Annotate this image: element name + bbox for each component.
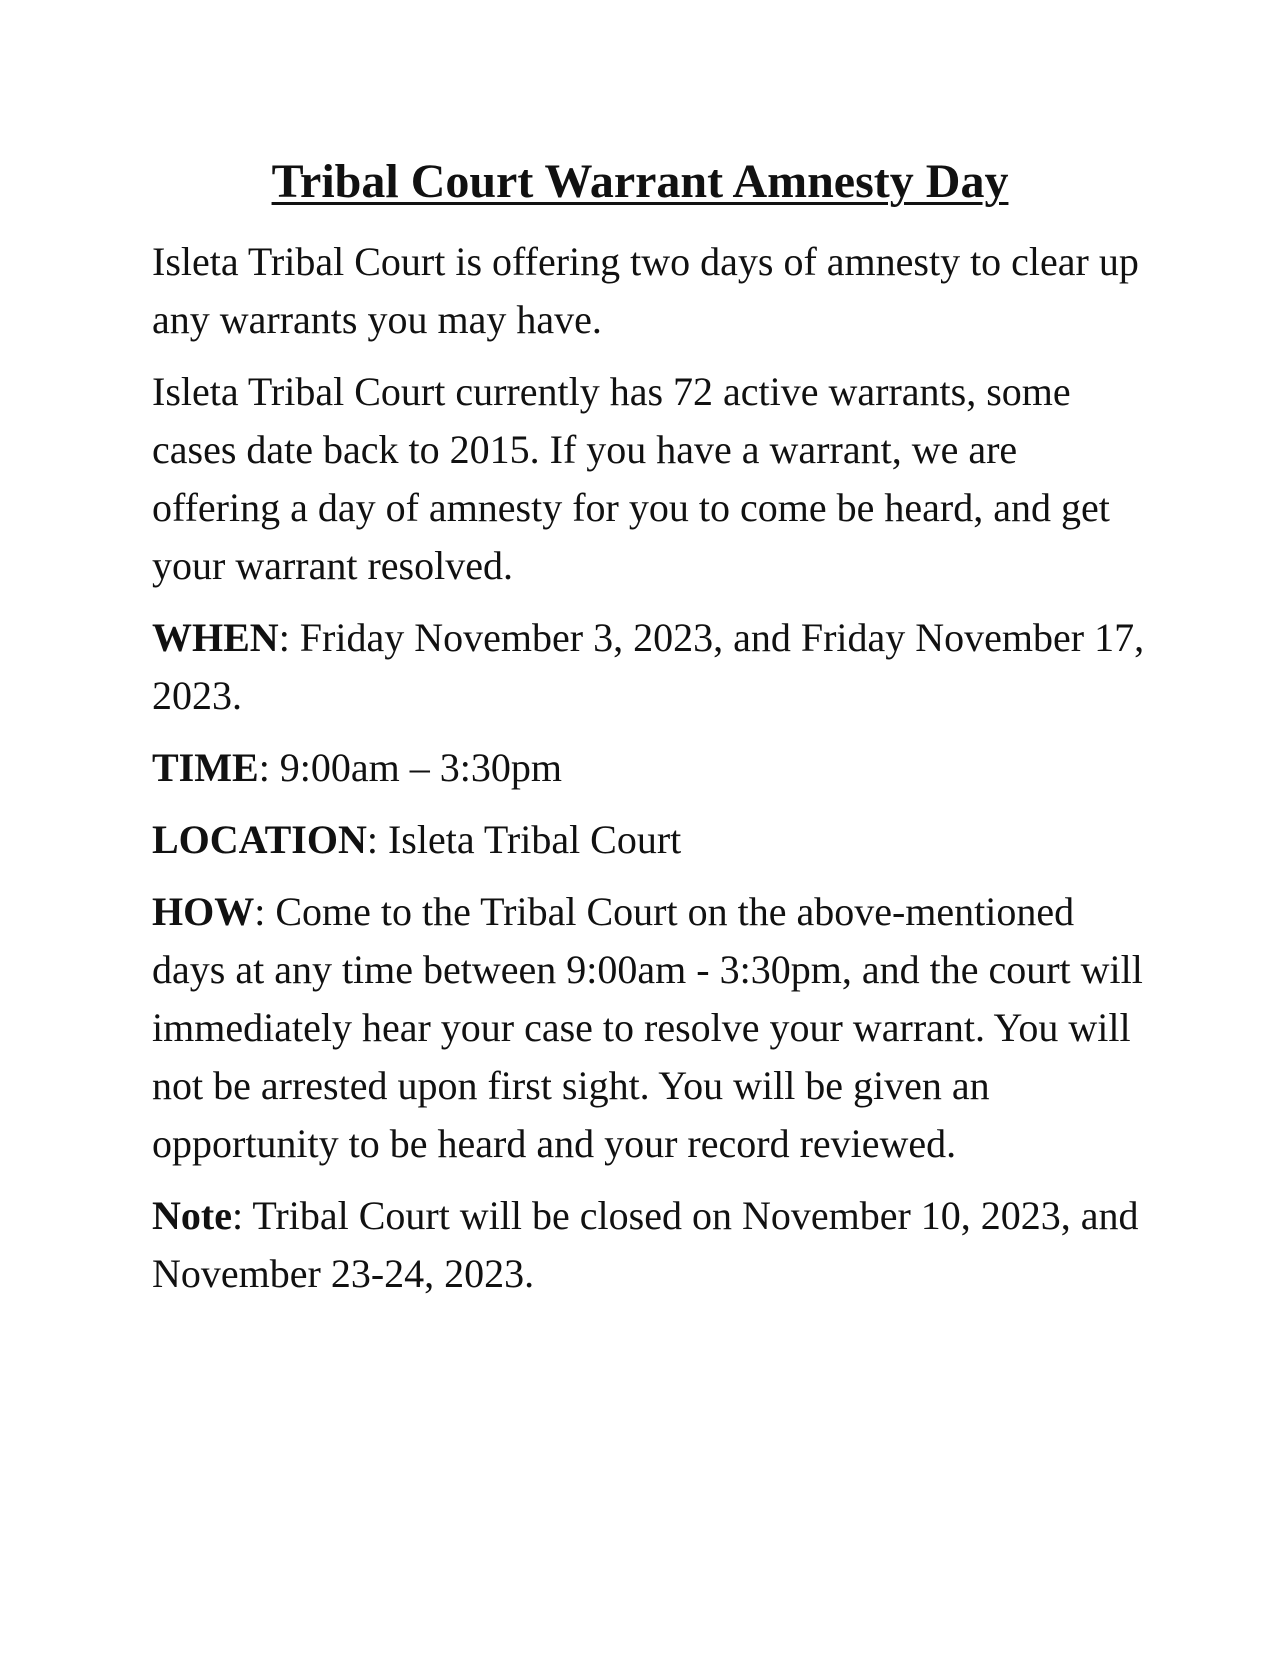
note-label: Note: [152, 1193, 232, 1238]
location-paragraph: [152, 811, 1152, 869]
note-text: : Tribal Court will be closed on November 10, 2023, and November 23-24, 2023.: [152, 1193, 1139, 1296]
when-text: : Friday November 3, 2023, and Friday November 17, 2023.: [152, 615, 1145, 718]
when-paragraph: [152, 609, 1152, 725]
intro-paragraph: Isleta Tribal Court is offering two days of amnesty to clear up any warrants you may have.: [152, 239, 1139, 342]
time-label: TIME: [152, 745, 259, 790]
details-paragraph: Isleta Tribal Court currently has 72 active warrants, some cases date back to 2015. If you have a warrant, we are offering a day of amnesty for you to come be heard, and get your warrant resolved.: [152, 369, 1110, 588]
document-body: [152, 233, 1152, 1317]
document-title: Tribal Court Warrant Amnesty Day: [271, 155, 1009, 208]
when-label: WHEN: [152, 615, 279, 660]
how-label: HOW: [152, 889, 255, 934]
note-paragraph: [152, 1187, 1152, 1303]
how-paragraph: [152, 883, 1152, 1173]
time-text: : 9:00am – 3:30pm: [258, 745, 563, 790]
how-text: : Come to the Tribal Court on the above-mentioned days at any time between 9:00am - 3:30pm, and the court will immediately hear your case to resolve your warrant. You will not be arrested upon first sight. You will be given an opportunity to be heard and your record reviewed.: [152, 889, 1143, 1166]
location-text: : Isleta Tribal Court: [366, 817, 682, 862]
time-paragraph: [152, 739, 1152, 797]
location-label: LOCATION: [152, 817, 367, 862]
